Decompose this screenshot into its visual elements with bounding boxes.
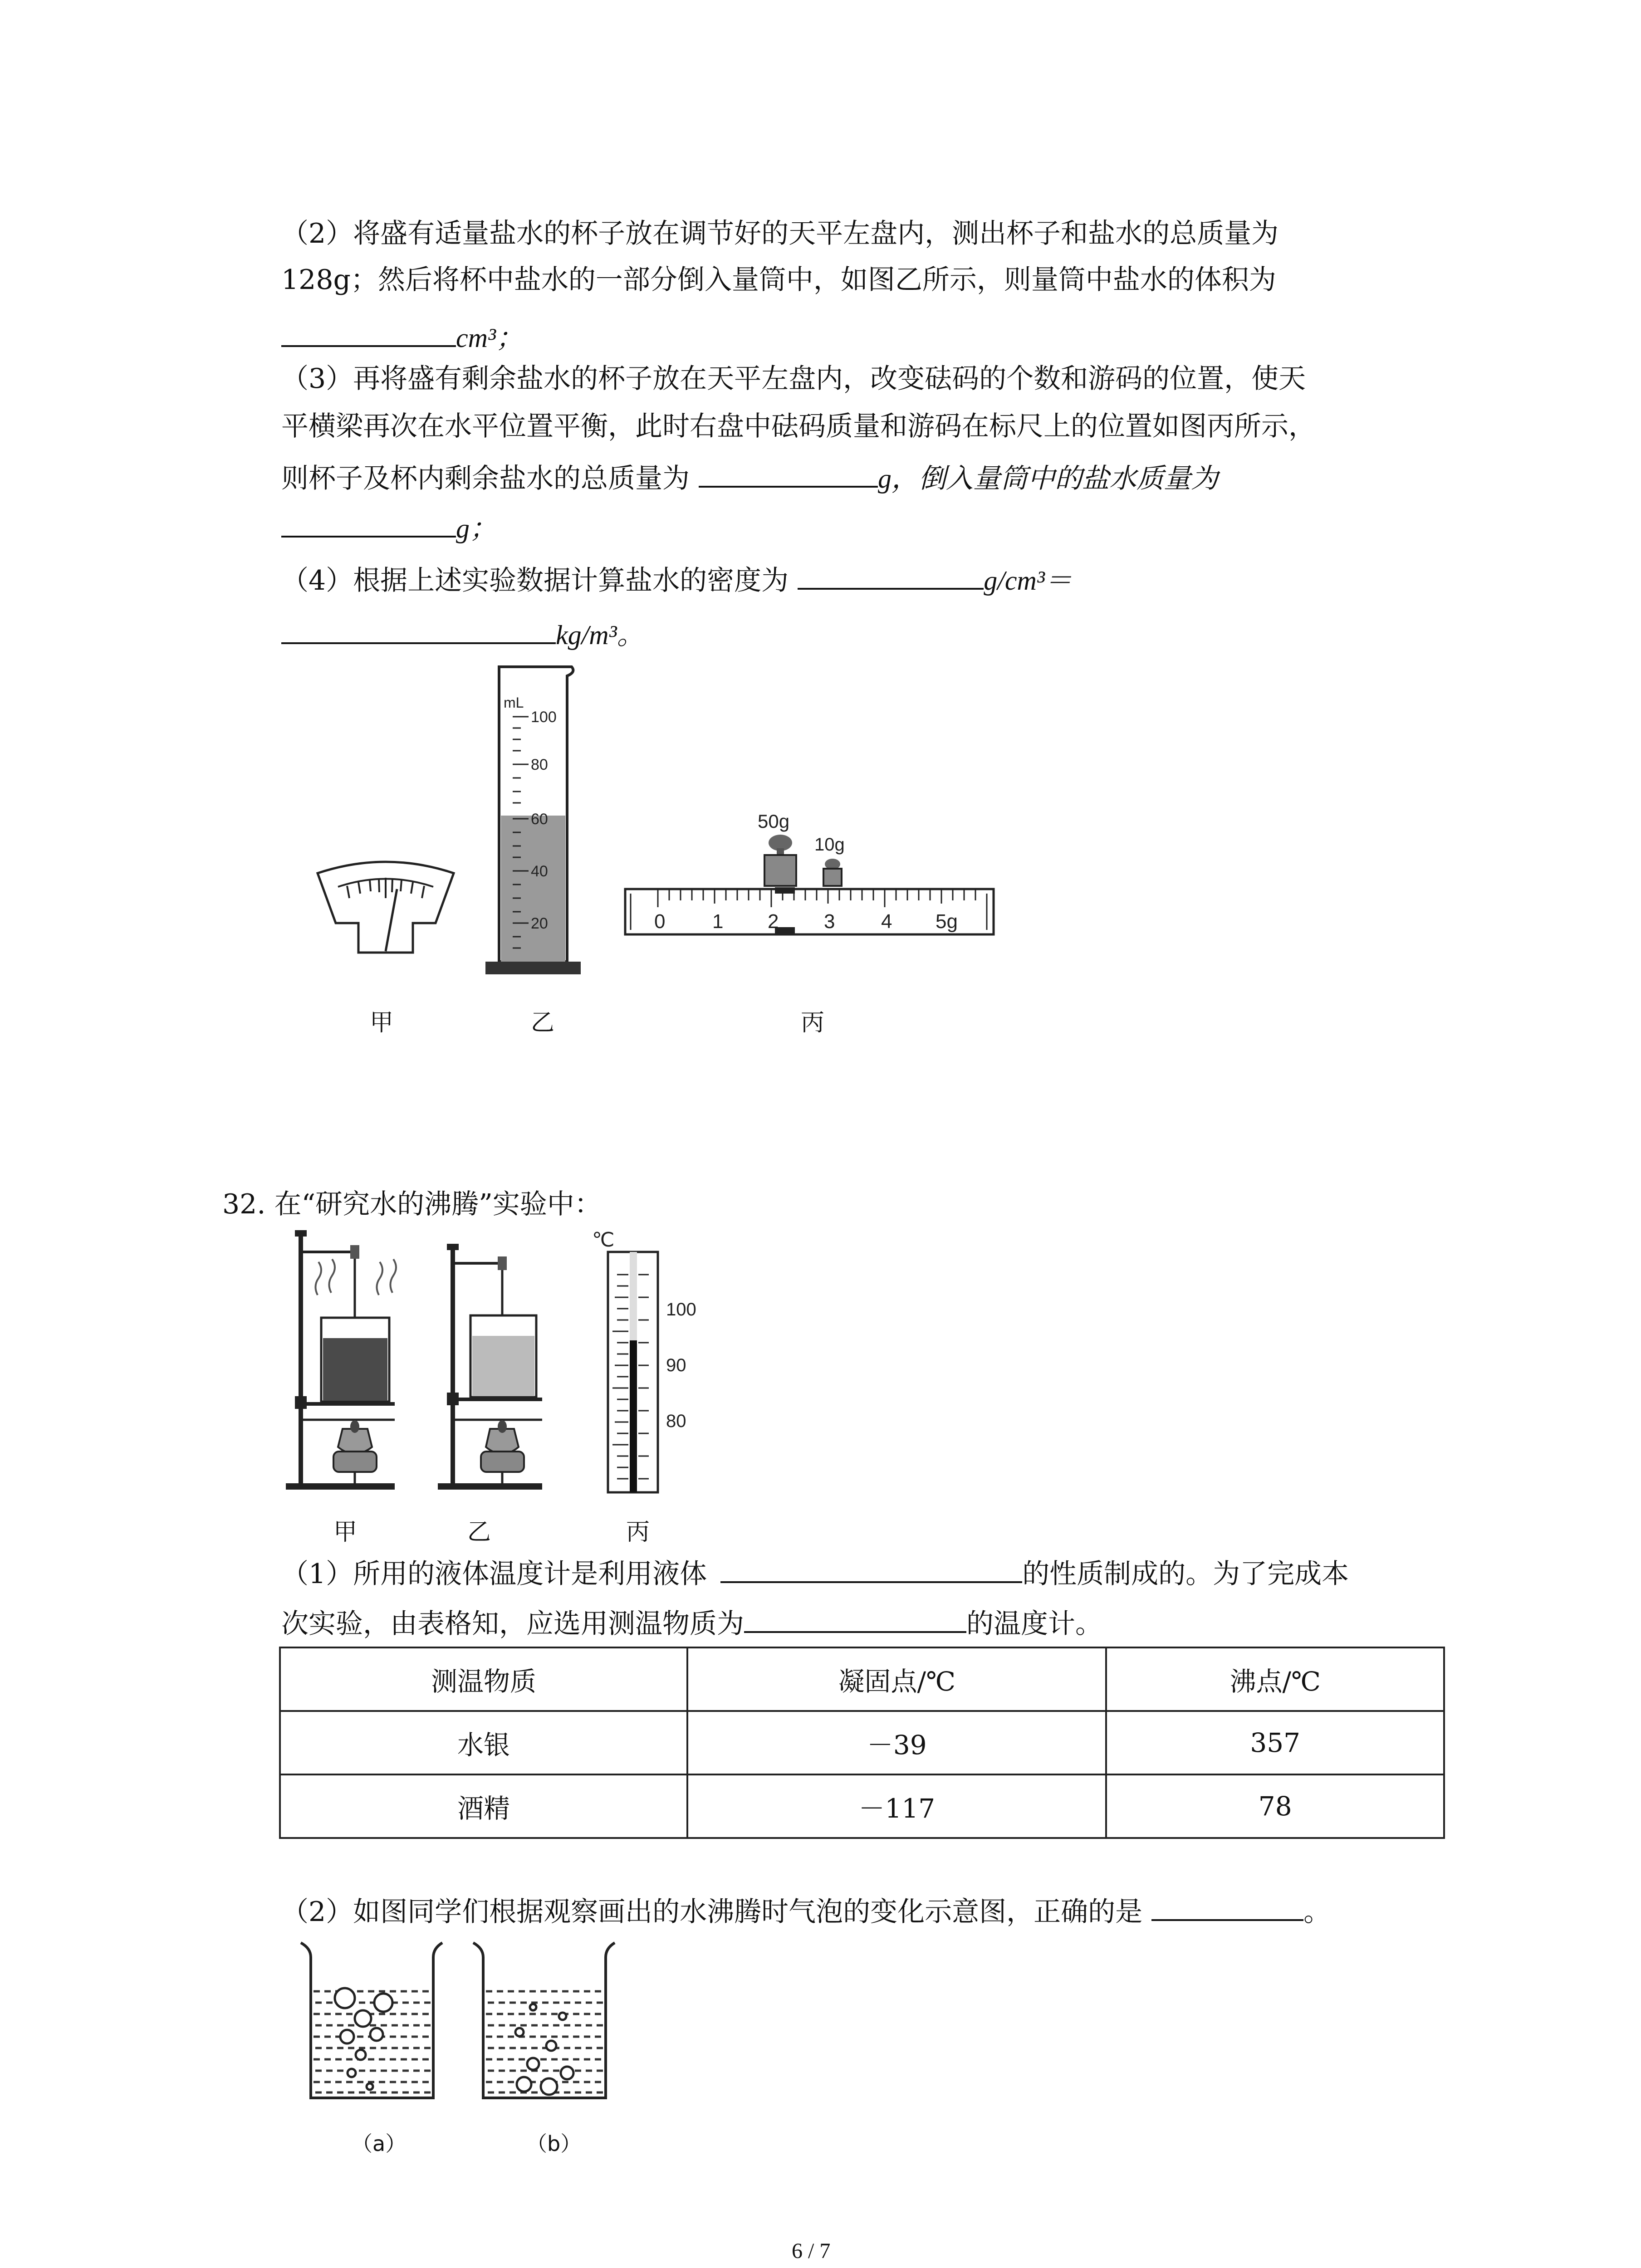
q32-part1-text-c: 次实验，由表格知，应选用测温物质为 xyxy=(281,1608,744,1640)
weight-50g-label: 50g xyxy=(758,811,790,832)
page-number: 6 / 7 xyxy=(792,2239,831,2263)
q32-part1-line1 xyxy=(281,1554,1349,1594)
table-row xyxy=(280,1774,1444,1838)
thermometer-tick-label: 100 xyxy=(666,1300,696,1320)
unit-cm3: cm³； xyxy=(456,323,523,353)
table-header-cell: 凝固点/℃ xyxy=(687,1647,1106,1711)
table-header-cell: 测温物质 xyxy=(280,1647,687,1711)
cylinder-tick-label: 60 xyxy=(531,811,548,828)
q31-part2-line3 xyxy=(281,318,523,358)
thermometer-figure xyxy=(590,1225,726,1497)
q32-part1-text-b: 的性质制成的。为了完成本 xyxy=(1022,1558,1349,1590)
q31-part4-line1 xyxy=(281,560,1072,601)
q31-part4-line2 xyxy=(281,615,644,655)
answer-blank-poured-mass[interactable] xyxy=(281,508,456,538)
answer-blank-bubble-diagram[interactable] xyxy=(1151,1892,1303,1921)
q32-part1-text-d: 的温度计。 xyxy=(966,1608,1102,1640)
q31-part3-text-a: 则杯子及杯内剩余盐水的总质量为 xyxy=(281,463,690,494)
cylinder-unit-label: mL xyxy=(504,694,524,711)
answer-blank-volume[interactable] xyxy=(281,318,456,347)
table-cell: 357 xyxy=(1106,1711,1444,1774)
thermometer-unit-label: ℃ xyxy=(592,1229,615,1251)
beaker-label-b: （b） xyxy=(526,2131,582,2156)
table-header-cell: 沸点/℃ xyxy=(1106,1647,1444,1711)
cylinder-tick-label: 20 xyxy=(531,915,548,932)
beaker-b-figure xyxy=(470,1939,619,2112)
q32-part2-line1 xyxy=(281,1892,1331,1932)
ruler-tick-label: 1 xyxy=(712,910,724,933)
answer-blank-liquid-property[interactable] xyxy=(720,1554,1022,1583)
answer-blank-density-kgm3[interactable] xyxy=(281,615,556,644)
q31-part3-line2: 平横梁再次在水平位置平衡，此时右盘中砝码质量和游码在标尺上的位置如图丙所示， xyxy=(281,411,1316,442)
q31-part3-text-b: g，倒入量筒中的盐水质量为 xyxy=(878,464,1218,494)
table-cell: －117 xyxy=(687,1774,1106,1838)
table-cell: 水银 xyxy=(280,1711,687,1774)
q32-part1-line2 xyxy=(281,1603,1102,1644)
q32-title: 32. 在“研究水的沸腾”实验中： xyxy=(222,1188,602,1220)
q31-part3-line4 xyxy=(281,508,497,549)
q31-part4-text: （4）根据上述实验数据计算盐水的密度为 xyxy=(281,565,789,596)
figure-label-yi: 乙 xyxy=(531,1009,555,1036)
weight-10g-label: 10g xyxy=(814,835,845,855)
q32-part1-text-a: （1）所用的液体温度计是利用液体 xyxy=(281,1558,707,1590)
thermometer-tick-label: 90 xyxy=(666,1355,686,1375)
table-cell: 酒精 xyxy=(280,1774,687,1838)
ruler-tick-label: 2 xyxy=(768,910,779,933)
figure-label-bing: 丙 xyxy=(626,1519,650,1546)
beaker-a-figure xyxy=(297,1939,447,2112)
weight-10g xyxy=(823,859,842,886)
beaker-label-a: （a） xyxy=(352,2131,407,2156)
figure-label-yi: 乙 xyxy=(467,1519,491,1546)
ruler-tick-label: 5g xyxy=(936,910,958,933)
figure-label-jia: 甲 xyxy=(333,1519,358,1546)
thermometer-tick-label: 80 xyxy=(666,1411,686,1431)
table-cell: 78 xyxy=(1106,1774,1444,1838)
thermometer-substance-table xyxy=(279,1647,1445,1839)
unit-g: g； xyxy=(456,513,497,543)
cylinder-tick-label: 40 xyxy=(531,863,548,880)
ruler-tick-label: 4 xyxy=(881,910,892,933)
ruler-tick-label: 0 xyxy=(654,910,666,933)
boiling-setup-jia-figure xyxy=(286,1225,399,1492)
q31-part2-line2: 128g；然后将杯中盐水的一部分倒入量筒中，如图乙所示，则量筒中盐水的体积为 xyxy=(281,264,1276,296)
graduated-cylinder-figure xyxy=(481,662,599,980)
unit-gcm3: g/cm³＝ xyxy=(984,566,1072,596)
cylinder-tick-label: 80 xyxy=(531,756,548,773)
q31-part2-line1: （2）将盛有适量盐水的杯子放在调节好的天平左盘内，测出杯子和盐水的总质量为 xyxy=(281,218,1279,249)
q31-part3-line3 xyxy=(281,458,1218,499)
unit-kgm3: kg/m³。 xyxy=(556,620,644,650)
balance-dial-figure xyxy=(313,855,458,959)
table-cell: －39 xyxy=(687,1711,1106,1774)
answer-blank-remaining-mass[interactable] xyxy=(699,459,878,488)
figure-label-jia: 甲 xyxy=(370,1009,394,1036)
table-row xyxy=(280,1711,1444,1774)
weight-50g xyxy=(764,835,796,886)
answer-blank-density-gcm3[interactable] xyxy=(798,561,984,590)
figure-label-bing: 丙 xyxy=(801,1009,825,1036)
cylinder-tick-label: 100 xyxy=(531,709,557,726)
table-header-row xyxy=(280,1647,1444,1711)
q32-part2-text-a: （2）如图同学们根据观察画出的水沸腾时气泡的变化示意图，正确的是 xyxy=(281,1896,1143,1928)
weights-and-scale-figure xyxy=(622,798,1003,962)
q31-part3-line1: （3）再将盛有剩余盐水的杯子放在天平左盘内，改变砝码的个数和游码的位置，使天 xyxy=(281,363,1306,395)
boiling-setup-yi-figure xyxy=(438,1238,542,1492)
answer-blank-thermometer-substance[interactable] xyxy=(744,1604,966,1633)
q32-part2-text-b: 。 xyxy=(1303,1896,1331,1928)
ruler-tick-label: 3 xyxy=(824,910,835,933)
